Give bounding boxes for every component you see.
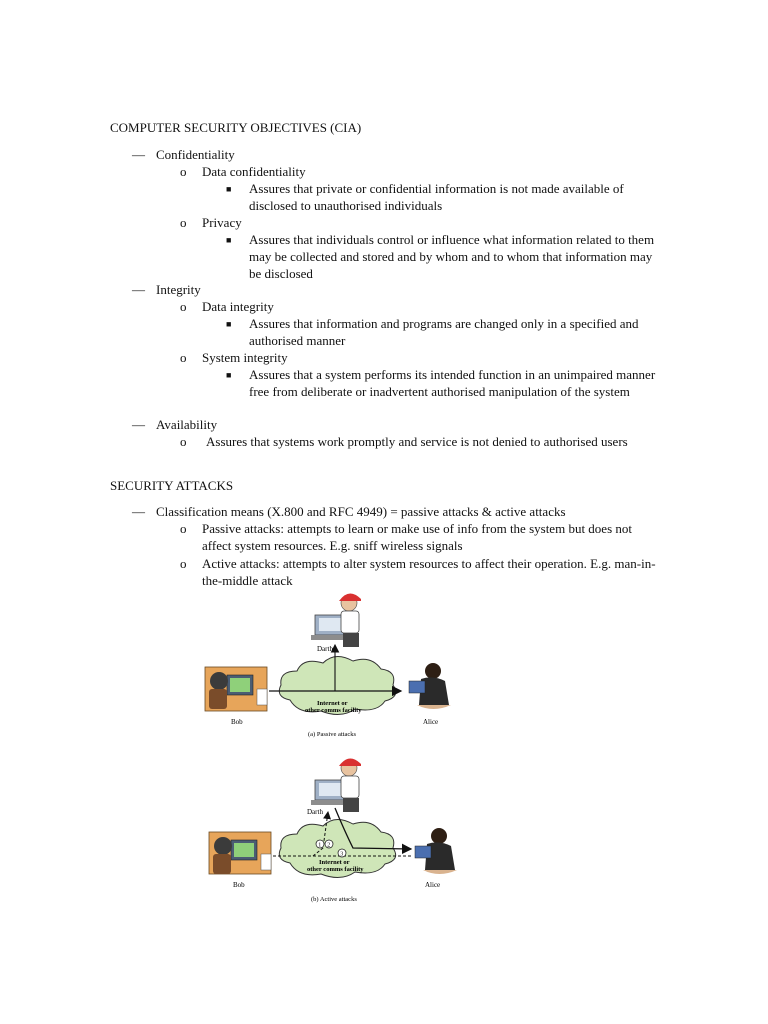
darth-label: Darth bbox=[317, 645, 333, 653]
data-confidentiality-text: Assures that private or confidential information is not made available of disclosed to unauthorised individuals bbox=[249, 181, 624, 213]
marker-2 bbox=[325, 840, 333, 849]
data-confidentiality-title: Data confidentiality bbox=[202, 164, 306, 179]
cloud-label-line2: other comms facility bbox=[305, 707, 362, 714]
privacy-text: Assures that individuals control or influence what information related to them may be collected and stored and by whom and to whom that information may be disclosed bbox=[249, 232, 655, 281]
square-bullet: ■ bbox=[226, 184, 232, 194]
square-bullet: ■ bbox=[226, 235, 232, 245]
integrity-title: Integrity bbox=[156, 282, 201, 297]
cloud-label-line1: Internet or bbox=[317, 700, 348, 707]
bob-label: Bob bbox=[231, 718, 243, 726]
svg-text:1: 1 bbox=[318, 842, 322, 849]
dash-bullet: — bbox=[132, 504, 145, 519]
circle-bullet: o bbox=[180, 299, 187, 314]
dash-bullet: — bbox=[132, 282, 145, 297]
dash-bullet: — bbox=[132, 417, 145, 432]
bob-illustration bbox=[209, 832, 271, 874]
alice-illustration bbox=[415, 828, 457, 874]
alice-label: Alice bbox=[425, 881, 441, 889]
circle-bullet: o bbox=[180, 556, 187, 571]
darth-illustration bbox=[311, 758, 361, 812]
circle-bullet: o bbox=[180, 215, 187, 230]
circle-bullet: o bbox=[180, 434, 187, 449]
dash-bullet: — bbox=[132, 147, 145, 162]
classification-text: Classification means (X.800 and RFC 4949) = passive attacks & active attacks bbox=[156, 504, 566, 519]
availability-title: Availability bbox=[156, 417, 218, 432]
svg-text:3: 3 bbox=[340, 851, 344, 858]
active-attacks-text: Active attacks: attempts to alter system resources to affect their operation. E.g. man-in-the-middle attack bbox=[202, 556, 656, 588]
circle-bullet: o bbox=[180, 350, 187, 365]
passive-caption: (a) Passive attacks bbox=[308, 731, 357, 738]
cloud-label-line2: other comms facility bbox=[307, 866, 364, 873]
privacy-title: Privacy bbox=[202, 215, 242, 230]
square-bullet: ■ bbox=[226, 370, 232, 380]
system-integrity-title: System integrity bbox=[202, 350, 288, 365]
cloud-label-line1: Internet or bbox=[319, 859, 350, 866]
marker-1 bbox=[316, 840, 324, 849]
data-integrity-title: Data integrity bbox=[202, 299, 274, 314]
confidentiality-title: Confidentiality bbox=[156, 147, 235, 162]
alice-label: Alice bbox=[423, 718, 439, 726]
passive-attacks-text: Passive attacks: attempts to learn or make use of info from the system but does not affect system resources. E.g. sniff wireless signals bbox=[202, 521, 632, 553]
attacks-heading: SECURITY ATTACKS bbox=[110, 478, 234, 493]
active-caption: (b) Active attacks bbox=[311, 896, 357, 903]
alice-illustration bbox=[409, 663, 451, 709]
darth-illustration bbox=[311, 593, 361, 647]
square-bullet: ■ bbox=[226, 319, 232, 329]
data-integrity-text: Assures that information and programs are changed only in a specified and authorised manner bbox=[249, 316, 639, 348]
active-attack-figure bbox=[195, 750, 465, 910]
circle-bullet: o bbox=[180, 164, 187, 179]
passive-attack-figure bbox=[195, 585, 465, 745]
bob-illustration bbox=[205, 667, 267, 711]
circle-bullet: o bbox=[180, 521, 187, 536]
svg-text:2: 2 bbox=[327, 842, 331, 849]
marker-3 bbox=[338, 849, 346, 858]
darth-label: Darth bbox=[307, 808, 323, 816]
bob-label: Bob bbox=[233, 881, 245, 889]
availability-text: Assures that systems work promptly and service is not denied to authorised users bbox=[206, 434, 628, 449]
system-integrity-text: Assures that a system performs its intended function in an unimpaired manner free from deliberate or inadvertent authorised manipulation of the system bbox=[249, 367, 656, 399]
cia-heading: COMPUTER SECURITY OBJECTIVES (CIA) bbox=[110, 120, 362, 135]
